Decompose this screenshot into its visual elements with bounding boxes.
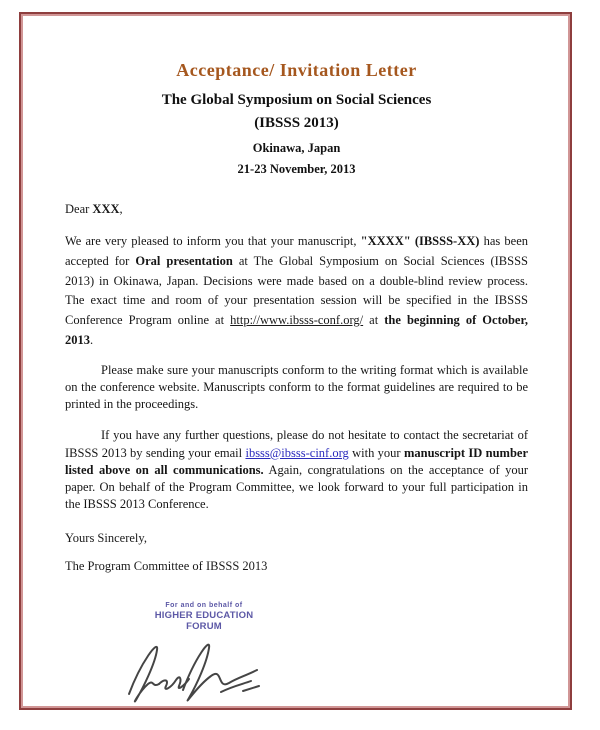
page-title: Acceptance/ Invitation Letter xyxy=(176,60,417,80)
text-segment: at xyxy=(363,313,385,327)
text-segment: manuscript ID number listed above on all communications. xyxy=(65,445,529,477)
text-segment: XXX xyxy=(92,202,120,216)
text-segment: If you have any further questions, please do not hesitate to contact the secretariat of IBSSS 2013 by sending your email xyxy=(65,428,528,460)
text-segment: Please make sure your manuscripts conform to the writing format which is available on the conference website. Manuscripts conform to the format guidelines are required to be printed in the proceedings. xyxy=(65,362,528,411)
text-segment: has been accepted for xyxy=(65,234,528,268)
text-segment: the beginning of October, 2013 xyxy=(65,313,529,347)
letter-content xyxy=(23,16,568,706)
organization-stamp xyxy=(139,602,269,632)
symposium-code: (IBSSS 2013) xyxy=(254,115,339,131)
signoff: The Program Committee of IBSSS 2013 xyxy=(65,558,268,573)
valediction: Yours Sincerely, xyxy=(65,530,147,545)
text-segment: Dear xyxy=(65,202,93,216)
stamp-behalf-text: For and on behalf of xyxy=(165,601,243,609)
symposium-name: The Global Symposium on Social Sciences xyxy=(161,92,432,108)
paragraph-format xyxy=(65,362,528,414)
text-segment: We are very pleased to inform you that your manuscript, xyxy=(65,234,361,248)
text-segment: Again, congratulations on the acceptance of your paper. On behalf of the Program Committee, we look forward to your full participation in the IBSSS 2013 Conference. xyxy=(65,462,528,512)
text-segment: . xyxy=(90,332,94,347)
conference-program-link[interactable]: http://www.ibsss-conf.org/ xyxy=(230,313,364,327)
text-segment: Oral presentation xyxy=(135,253,233,268)
stamp-org-name: HIGHER EDUCATION FORUM xyxy=(154,609,254,632)
salutation xyxy=(65,202,528,217)
text-segment: at The Global Symposium on Social Sciences (IBSSS 2013) in Okinawa, Japan. Decisions were made based on a double-blind review process. The exact time and room of your presentation session will be specified in the IBSSS Conference Program online at xyxy=(65,253,528,327)
email-link[interactable]: ibsss@ibsss-cinf.org xyxy=(245,445,349,460)
handwritten-signature-image xyxy=(121,634,289,714)
signature-block xyxy=(135,602,315,714)
symposium-dates: 21-23 November, 2013 xyxy=(237,162,356,176)
text-segment: with your xyxy=(348,445,404,460)
symposium-location: Okinawa, Japan xyxy=(252,141,341,155)
paragraph-acceptance xyxy=(65,232,528,351)
page-border-inner xyxy=(21,14,570,708)
text-segment: , xyxy=(119,202,123,216)
paragraph-contact xyxy=(65,427,528,513)
text-segment: "XXXX" (IBSSS-XX) xyxy=(360,234,480,248)
page-border xyxy=(19,12,572,710)
